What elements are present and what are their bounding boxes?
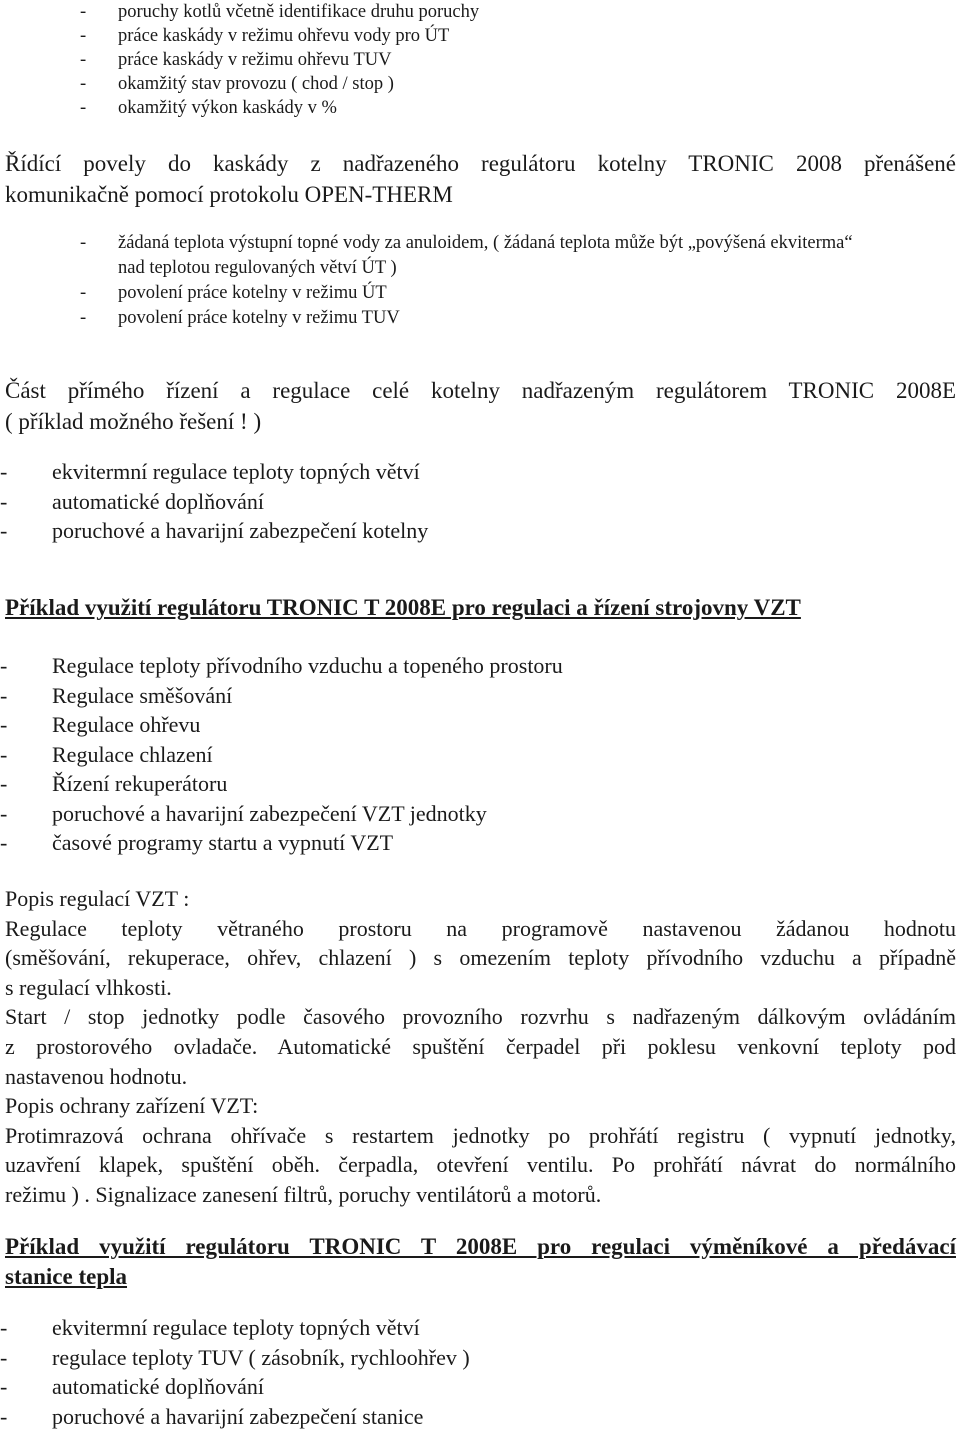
- direct-control-heading: [5, 375, 956, 437]
- list-item: - ekvitermní regulace teploty topných větví: [0, 1313, 960, 1343]
- vzt-description-title: Popis regulací VZT :: [5, 886, 190, 911]
- dash-bullet: -: [0, 653, 8, 678]
- commands-heading-line1: Řídící povely do kaskády z nadřazeného regulátoru kotelny TRONIC 2008 přenášené: [5, 151, 956, 176]
- vzt-heading: Příklad využití regulátoru TRONIC T 2008E pro regulaci a řízení strojovny VZT: [5, 595, 801, 620]
- station-heading-line2: stanice tepla: [5, 1264, 128, 1289]
- station-list: [0, 1313, 960, 1431]
- list-item: - Regulace směšování: [0, 681, 960, 711]
- dash-bullet: -: [0, 712, 8, 737]
- dash-bullet: -: [0, 800, 8, 826]
- dash-bullet: -: [80, 308, 87, 328]
- dash-bullet: -: [80, 2, 87, 22]
- direct-control-heading-line1: Část přímého řízení a regulace celé kotelny nadřazeným regulátorem TRONIC 2008E: [5, 378, 956, 403]
- list-item: - okamžitý výkon kaskády v %: [80, 98, 337, 118]
- list-item: - práce kaskády v režimu ohřevu TUV: [80, 50, 392, 70]
- station-heading-line1: Příklad využití regulátoru TRONIC T 2008E pro regulaci výměníkové a předávací: [5, 1234, 956, 1259]
- dash-bullet: -: [0, 682, 8, 708]
- vzt-description-para1: Regulace teploty větraného prostoru na programově nastavenou žádanou hodnotu (směšování, rekuperace, ohřev, chlazení ) s omezením teploty přívodního vzduchu a případně s regulací vlhkosti.: [5, 915, 956, 1000]
- vzt-protection-title: Popis ochrany zařízení VZT:: [5, 1093, 259, 1119]
- dash-bullet: -: [0, 518, 8, 543]
- dash-bullet: -: [0, 1344, 8, 1370]
- list-item: - Regulace ohřevu: [0, 710, 960, 740]
- dash-bullet: -: [80, 233, 87, 253]
- list-item: - automatické doplňování: [0, 1372, 960, 1402]
- dash-bullet: -: [80, 98, 87, 118]
- commands-list: [0, 231, 960, 331]
- dash-bullet: -: [0, 1374, 8, 1399]
- list-item: - poruchové a havarijní zabezpečení stanice: [0, 1402, 960, 1432]
- direct-control-list: [0, 457, 960, 546]
- dash-bullet: -: [80, 50, 87, 70]
- station-heading: [5, 1232, 956, 1292]
- list-item: - Řízení rekuperátoru: [0, 769, 960, 799]
- list-item: - poruchové a havarijní zabezpečení VZT jednotky: [0, 799, 960, 829]
- list-item: - automatické doplňování: [0, 487, 960, 517]
- list-item-continuation: nad teplotou regulovaných větví ÚT ): [118, 258, 397, 278]
- vzt-description-para2: Start / stop jednotky podle časového provozního rozvrhu s nadřazeným dálkovým ovládáním z prostorového ovladače. Automatické spuštění čerpadel při poklesu venkovní teploty pod nastavenou hodnotu.: [5, 1004, 956, 1089]
- dash-bullet: -: [0, 459, 8, 484]
- list-item: - povolení práce kotelny v režimu TUV: [0, 306, 960, 331]
- list-item: - Regulace teploty přívodního vzduchu a topeného prostoru: [0, 651, 960, 681]
- dash-bullet: -: [80, 26, 87, 46]
- list-item: - povolení práce kotelny v režimu ÚT: [0, 281, 960, 306]
- list-item: - okamžitý stav provozu ( chod / stop ): [80, 74, 394, 94]
- cascade-info-list: [0, 0, 960, 120]
- dash-bullet: -: [0, 741, 8, 767]
- direct-control-heading-line2: ( příklad možného řešení ! ): [5, 409, 262, 434]
- commands-heading-line2: komunikačně pomocí protokolu OPEN-THERM: [5, 182, 453, 207]
- list-item: - žádaná teplota výstupní topné vody za anuloidem, ( žádaná teplota může být „povýšená ekviterma“: [0, 231, 960, 256]
- dash-bullet: -: [80, 283, 87, 303]
- dash-bullet: -: [0, 488, 8, 514]
- dash-bullet: -: [80, 74, 87, 94]
- dash-bullet: -: [0, 1315, 8, 1340]
- vzt-description: [5, 884, 956, 1210]
- list-item: - poruchy kotlů včetně identifikace druhu poruchy: [80, 2, 480, 22]
- commands-heading: [5, 148, 956, 210]
- vzt-list: [0, 651, 960, 858]
- list-item: - časové programy startu a vypnutí VZT: [0, 828, 960, 858]
- dash-bullet: -: [0, 830, 8, 855]
- list-item: - ekvitermní regulace teploty topných větví: [0, 457, 960, 487]
- dash-bullet: -: [0, 1403, 8, 1429]
- list-item: - práce kaskády v režimu ohřevu vody pro ÚT: [80, 26, 450, 46]
- list-item: - regulace teploty TUV ( zásobník, rychloohřev ): [0, 1343, 960, 1373]
- vzt-description-para3: Protimrazová ochrana ohřívače s restartem jednotky po prohřátí registru ( vypnutí jednotky, uzavření klapek, spuštění oběh. čerpadla, otevření ventilu. Po prohřátí návrat do normálního režimu ) . Signalizace zanesení filtrů, poruchy ventilátorů a motorů.: [5, 1122, 956, 1207]
- dash-bullet: -: [0, 771, 8, 796]
- list-item: - Regulace chlazení: [0, 740, 960, 770]
- list-item: - poruchové a havarijní zabezpečení kotelny: [0, 516, 960, 546]
